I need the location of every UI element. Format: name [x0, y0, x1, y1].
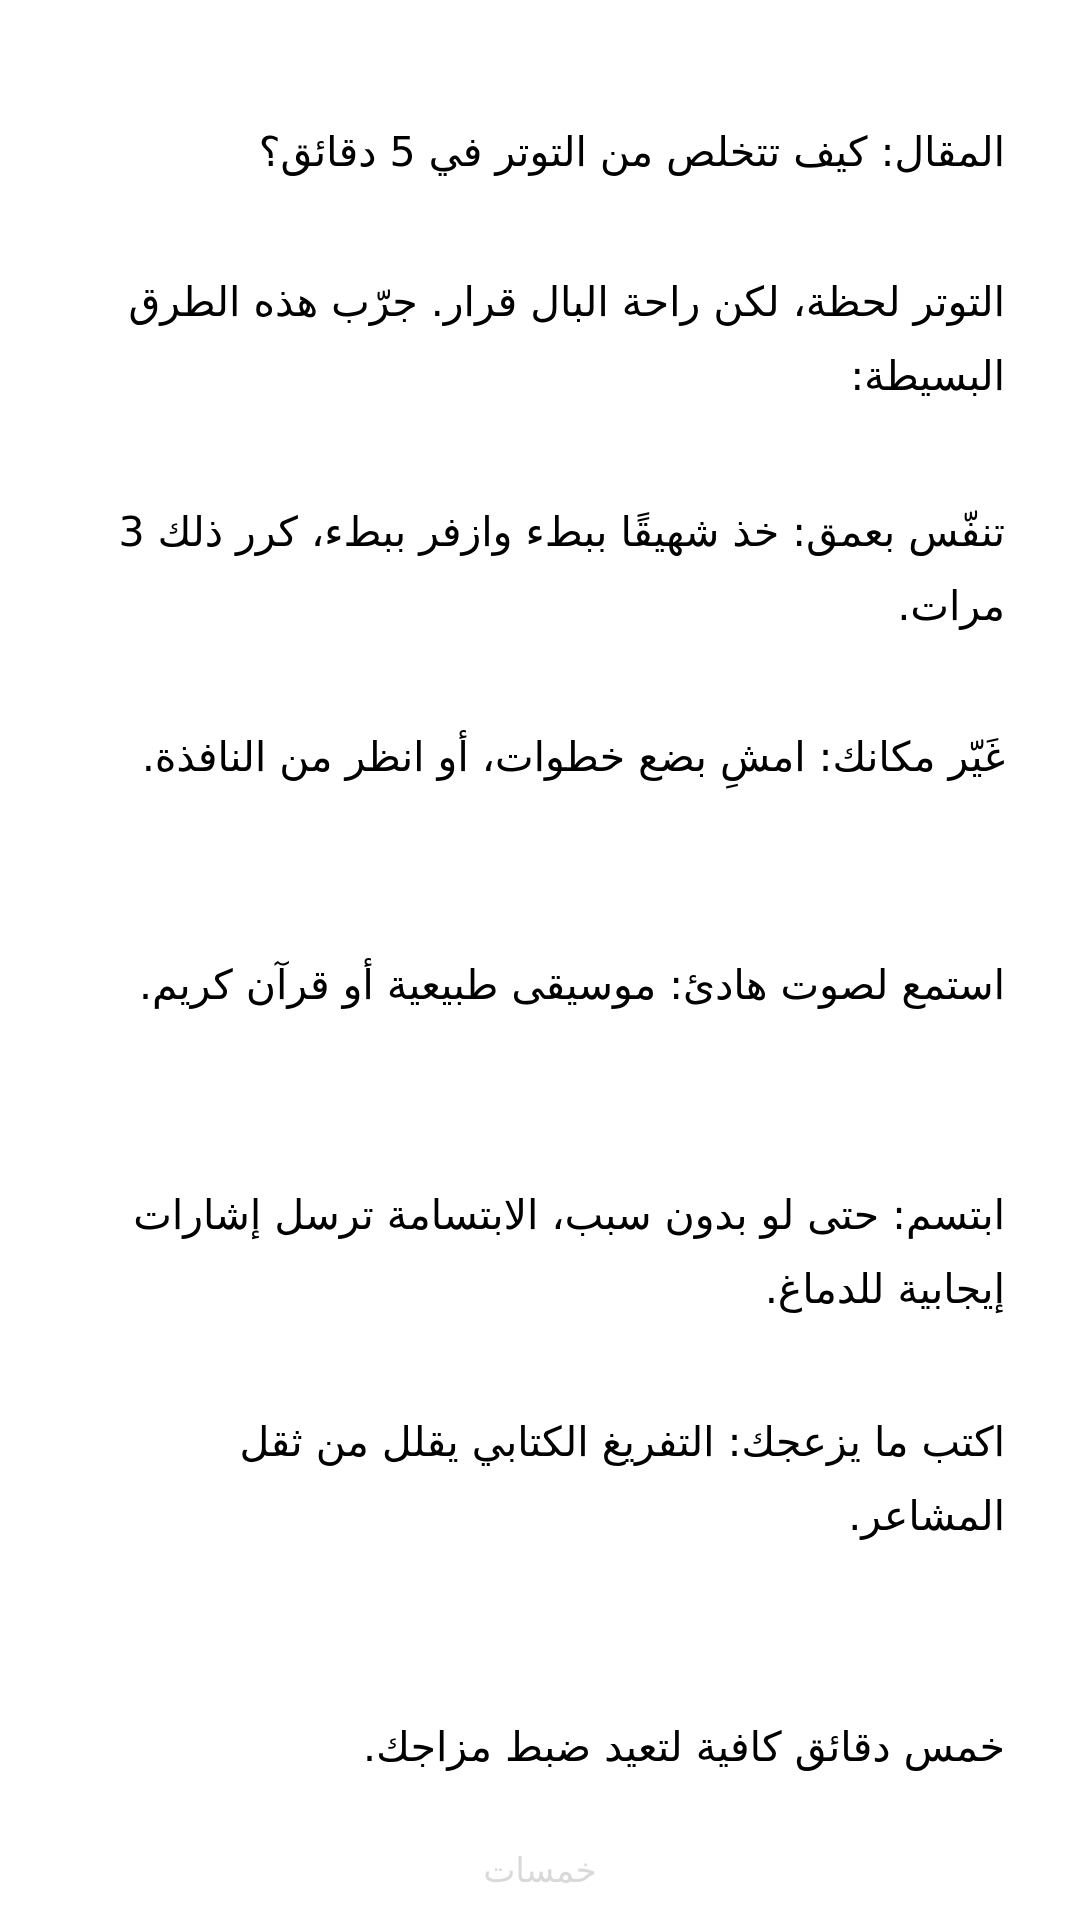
tip-smile: ابتسم: حتى لو بدون سبب، الابتسامة ترسل إشارات إيجابية للدماغ.	[133, 1191, 1005, 1313]
tip-breathe: تنفّس بعمق: خذ شهيقًا ببطء وازفر ببطء، كرر ذلك 3 مرات.	[118, 508, 1005, 630]
tip-listen: استمع لصوت هادئ: موسيقى طبيعية أو قرآن كريم.	[138, 961, 1005, 1009]
watermark-logo: خمسات	[483, 1851, 597, 1891]
tip-write: اكتب ما يزعجك: التفريغ الكتابي يقلل من ثقل المشاعر.	[239, 1418, 1005, 1540]
article-title: المقال: كيف تتخلص من التوتر في 5 دقائق؟	[258, 128, 1005, 176]
article-conclusion: خمس دقائق كافية لتعيد ضبط مزاجك.	[363, 1723, 1005, 1771]
article-intro: التوتر لحظة، لكن راحة البال قرار. جرّب هذه الطرق البسيطة:	[128, 278, 1005, 400]
tip-change-place: غَيّر مكانك: امشِ بضع خطوات، أو انظر من النافذة.	[141, 733, 1005, 781]
